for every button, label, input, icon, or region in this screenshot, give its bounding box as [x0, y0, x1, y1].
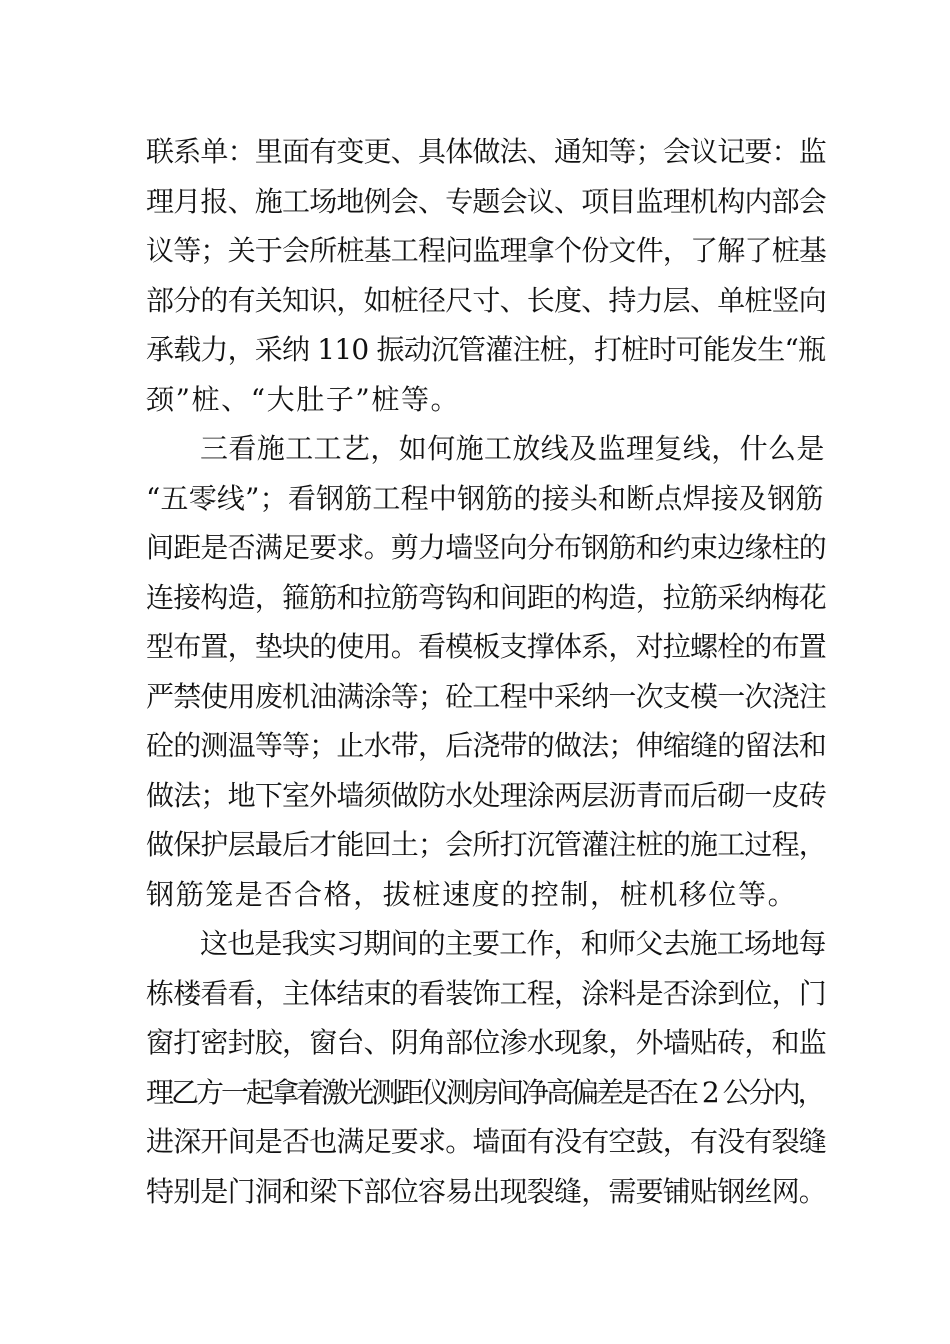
paragraph-1	[146, 127, 826, 424]
text-line: 进深开间是否也满足要求。墙面有没有空鼓，有没有裂缝	[146, 1125, 827, 1158]
body-text	[146, 127, 826, 1216]
text-line: 三看施工工艺，如何施工放线及监理复线，什么是	[200, 432, 825, 465]
text-line: 特别是门洞和梁下部位容易出现裂缝，需要铺贴钢丝网。	[146, 1174, 827, 1208]
text-line: 理月报、施工场地例会、专题会议、项目监理机构内部会	[146, 184, 827, 218]
text-line: 议等；关于会所桩基工程问监理拿个份文件，了解了桩基	[146, 234, 827, 267]
text-line: 严禁使用废机油满涂等；砼工程中采纳一次支模一次浇注	[146, 679, 827, 713]
text-line: 钢筋笼是否合格，拔桩速度的控制，桩机移位等。	[146, 877, 798, 911]
text-line: 栋楼看看，主体结束的看装饰工程，涂料是否涂到位，门	[146, 976, 827, 1010]
text-line: 连接构造，箍筋和拉筋弯钩和间距的构造，拉筋采纳梅花	[146, 580, 827, 614]
text-line: 砼的测温等等；止水带，后浇带的做法；伸缩缝的留法和	[146, 729, 827, 762]
text-line: 理乙方一起拿着激光测距仪测房间净高偏差是否在 2 公分内，	[146, 1075, 823, 1109]
text-line: 承载力，采纳 110 振动沉管灌注桩，打桩时可能发生“瓶	[146, 333, 826, 366]
text-line: 这也是我实习期间的主要工作，和师父去施工场地每	[200, 927, 826, 960]
text-line: 间距是否满足要求。剪力墙竖向分布钢筋和约束边缘柱的	[146, 531, 827, 564]
text-line: 颈”桩、“大肚子”桩等。	[146, 382, 461, 416]
text-line: 做法；地下室外墙须做防水处理涂两层沥青而后砌一皮砖	[146, 778, 827, 812]
text-line: “五零线”；看钢筋工程中钢筋的接头和断点焊接及钢筋	[146, 481, 824, 515]
paragraph-2	[146, 424, 826, 919]
text-line: 窗打密封胶，窗台、阴角部位渗水现象，外墙贴砖，和监	[146, 1026, 827, 1059]
text-line: 型布置，垫块的使用。看模板支撑体系，对拉螺栓的布置	[146, 630, 827, 663]
text-line: 部分的有关知识，如桩径尺寸、长度、持力层、单桩竖向	[146, 283, 827, 317]
text-line: 联系单：里面有变更、具体做法、通知等；会议记要：监	[146, 135, 827, 168]
paragraph-3	[146, 919, 826, 1216]
text-line: 做保护层最后才能回土；会所打沉管灌注桩的施工过程，	[146, 828, 827, 861]
